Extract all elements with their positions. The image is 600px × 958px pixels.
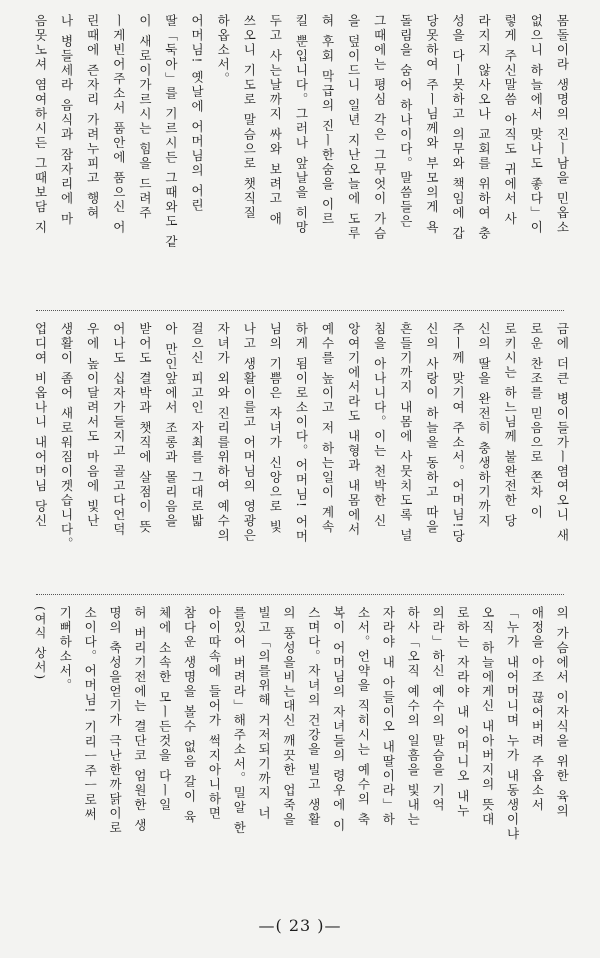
text-column: 빌고「의를위해 거저되기까지 너: [256, 606, 272, 821]
dotted-divider: [36, 310, 564, 311]
text-column: 오직 하늘에게신 내아버지의 뜻대: [480, 606, 496, 827]
text-column: 앙여기에서라도 내형과 내몸에서: [346, 322, 362, 537]
text-column: 「누가 내어머니며 누가 내동생이냐: [505, 606, 521, 842]
text-column: 우에 높이달려서도 마음에 빛난: [85, 322, 101, 529]
text-column: 생활이 좀어 새로워짐이겟습니다。: [59, 322, 75, 552]
text-column: 딸「둑아」를 기르시든 그때와도 같: [163, 14, 179, 250]
text-band-middle: [30, 322, 572, 584]
text-column: 을 덮이드니 일년 지난오늘에 도루: [346, 14, 362, 241]
text-column: 스며다。자녀의 건강을 빌고 생활: [306, 606, 322, 827]
text-column: 당못하여 주ㅣ님께와 부모의게 욕: [424, 14, 440, 235]
text-band-top: [30, 14, 572, 300]
text-column: 걸으신 피고인 자최를 그대로밟: [189, 322, 205, 529]
text-column: 기뻐하소서。: [57, 606, 73, 693]
text-column: 주ㅣ께 맞기여 주소서。어머님!당: [450, 322, 466, 544]
signature: (여식 상서): [33, 606, 47, 682]
page-number: —( 23 )—: [258, 916, 342, 935]
text-column: 아이따속에 들어가 썩지아니하면: [206, 606, 222, 821]
text-column: 체에 소속한 모ㅣ든것을 다ㅣ일: [157, 606, 173, 813]
text-column: 나고 생활이를고 어머님의 영광은: [241, 322, 257, 543]
text-column: 없으니 하늘에서 맞나도 좋다」이: [528, 14, 544, 235]
text-column: 님의 기쁨은 자녀가 신앙으로 빛: [267, 322, 283, 535]
text-column: 그때에는 평심 각은 그무엇이 가슴: [372, 14, 388, 241]
text-column: 라지지 않사오나 교회를 위하여 충: [476, 14, 492, 241]
text-column: 의 풍성을비는대신 깨끗한 업죽을: [281, 606, 297, 827]
text-column: 하게 됨이로소이다。어머님! 어머: [293, 322, 309, 544]
text-column: 를있어 버려라」해주소서。밀알 한: [231, 606, 247, 836]
text-column: 애정을 아조 끊어버려 주옵소서: [529, 606, 545, 813]
text-column: 자라야 내 아들이오 내딸이라」하: [380, 606, 396, 827]
text-column: 허 버리기전에는 결단코 엄원한 생: [132, 606, 148, 833]
text-column: 이 새로이가르시는 힘을 드려주: [137, 14, 153, 221]
text-column: 돌림을 숨어 하나이다。말씀들은: [398, 14, 414, 229]
text-column: 혀 후회 막급의 진ㅣ한숨을 이르: [320, 14, 336, 227]
text-column: 소이다。어머님! 기리ㅡ주ㅡ로써: [82, 606, 98, 822]
text-column: 어나도 십자가들지고 골고다언덕: [111, 322, 127, 537]
text-column: 로하는 자라야 내 어머니오 내누: [455, 606, 471, 819]
text-column: 두고 사는날까지 싸와 보려고 애: [267, 14, 283, 227]
text-column: 복이 어머님의 자녀들의 령우에 이: [331, 606, 347, 833]
text-column: 명의 축성을얻기가 극난한까닭이로: [107, 606, 123, 836]
text-column: 의라」하신 예수의 말슴을 기억: [430, 606, 446, 813]
text-column: 침을 아나니다。이는 천박한 신: [372, 322, 388, 529]
text-column: 의 가슴에서 이자식을 위한 육의: [554, 606, 570, 819]
text-column: 업디여 비옵나니 내어머님 당신: [33, 322, 48, 529]
text-column: 흔들기까지 내몸에 사뭇치도록 널: [398, 322, 414, 543]
text-column: 소서。언약을 직히시는 예수의 축: [355, 606, 371, 827]
text-column: 쓰오니 기도로 말슴으로 챗직질: [241, 14, 257, 221]
text-column: 음못노셔 염여하시든 그때보담 지: [33, 14, 48, 235]
text-column: 하옵소서。: [215, 14, 231, 87]
text-column: 킬 뿐입니다。그러나 앞날을 히망: [293, 14, 309, 235]
text-column: 금에 더큰 병이들가ㅣ염여오니 새: [554, 322, 570, 543]
text-column: 참다운 생명을 볼수 없음 갈이 육: [182, 606, 198, 825]
text-column: 로운 찬조를 믿음으로 쫀차 이: [528, 322, 544, 520]
text-column: 받어도 결박과 챗직에 살점이 뜻: [137, 322, 153, 535]
text-column: 하사「오직 예수의 일흠을 빛내는: [405, 606, 421, 827]
text-column: 성을 다ㅣ못하고 의무와 책임에 갑: [450, 14, 466, 241]
text-column: 신의 사랑이 하늘을 동하고 따을: [424, 322, 440, 535]
text-band-bottom: [30, 606, 572, 896]
text-column: 신의 딸을 완전히 충생하기까지: [476, 322, 492, 529]
text-column: 렇게 주신말씀 아직도 귀에서 사: [502, 14, 518, 227]
text-column: 예수를 높이고 저 하는일이 계속: [320, 322, 336, 535]
dotted-divider: [36, 594, 564, 595]
text-column: 아 만인앞에서 조롱과 몰리음을: [163, 322, 179, 529]
text-column: 자녀가 외와 진리를위하여 예수의: [215, 322, 231, 543]
text-column: 린때에 즌자리 가려누피고 행혀: [85, 14, 101, 221]
text-column: 어머님! 옛날에 어머님의 어린: [189, 14, 205, 213]
text-column: 나 병들세라 음식과 잠자리에 마: [59, 14, 75, 227]
text-column: ㅣ게빈어주소서 품안에 품으신 어: [111, 14, 127, 235]
text-column: 몸돌이라 생명의 진ㅣ남을 민옵소: [554, 14, 570, 235]
text-column: 로키시는 하느님께 불완전한 당: [502, 322, 518, 529]
